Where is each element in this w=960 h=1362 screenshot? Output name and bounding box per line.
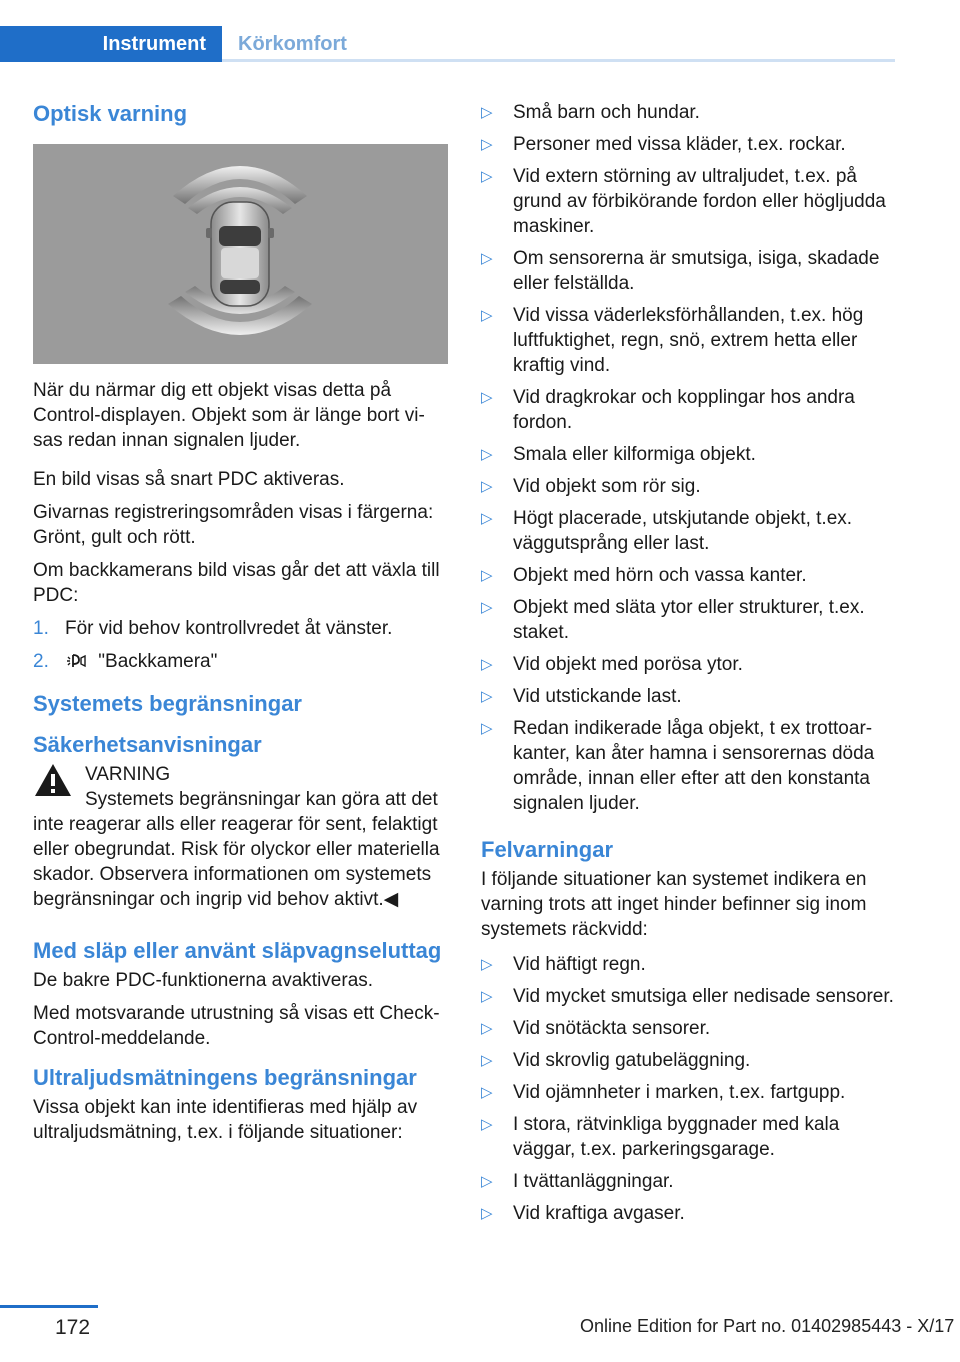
edition-note: Online Edition for Part no. 01402985443 - X/17 [580,1316,955,1336]
paragraph-bild-visas: En bild visas så snart PDC aktiveras. [33,469,345,490]
bullet-triangle-icon: ▷ [481,510,493,527]
list-item-text: Om sensorerna är smutsiga, isiga, skadade eller felställda. [513,248,880,294]
list-item-text: Objekt med släta ytor eller strukturer, t.ex. staket. [513,597,865,643]
tab-korkomfort[interactable]: Körkomfort [238,33,347,55]
list-item [481,1169,896,1194]
list-item-text: Objekt med hörn och vassa kanter. [513,565,807,586]
tab-underline [222,59,895,62]
paragraph-avaktiveras: De bakre PDC-funktionerna avaktiveras. [33,970,374,991]
bullet-triangle-icon: ▷ [481,599,493,616]
heading-felvarningar: Felvarningar [481,837,614,862]
footer-rule [0,1305,98,1308]
bullet-triangle-icon: ▷ [481,1205,493,1222]
list-item [481,132,896,157]
left-column [33,100,448,1145]
list-item [481,1016,896,1041]
bullet-triangle-icon: ▷ [481,136,493,153]
page-number: 172 [55,1316,91,1339]
pdc-illustration [33,144,448,364]
list-item-text: Vid utstickande last. [513,686,682,707]
list-item-text: Vid dragkrokar och kopplingar hos andra fordon. [513,387,855,433]
list-item [481,246,896,296]
bullet-triangle-icon: ▷ [481,446,493,463]
list-item-text: Vid skrovlig gatubeläggning. [513,1050,751,1071]
list-item [33,649,448,674]
list-item-text: Små barn och hundar. [513,102,700,123]
bullet-triangle-icon: ▷ [481,1116,493,1133]
bullet-triangle-icon: ▷ [481,656,493,673]
list-item [481,1201,896,1226]
paragraph-givarnas: Givarnas registreringsområden visas i färgerna: Grönt, gult och rött. [33,502,434,548]
step-text: För vid behov kontrollvredet åt vänster. [65,618,393,639]
bullet-triangle-icon: ▷ [481,688,493,705]
bullet-triangle-icon: ▷ [481,389,493,406]
bullet-triangle-icon: ▷ [481,250,493,267]
bullet-triangle-icon: ▷ [481,988,493,1005]
list-item-text: Vid objekt som rör sig. [513,476,701,497]
list-item-text: Vid kraftiga avgaser. [513,1203,685,1224]
step-number: 2. [33,651,49,672]
heading-med-slap: Med släp eller använt släpvagnseluttag [33,938,442,963]
warning-title: VARNING [85,764,171,785]
list-item-text: Redan indikerade låga objekt, t ex trottoarkanter, kan åter hamna i sensorernas döda område, innan eller efter att den konstanta signalen ljuder. [513,718,875,814]
bullet-triangle-icon: ▷ [481,1052,493,1069]
list-item-text: Vid häftigt regn. [513,954,646,975]
heading-ultraljud: Ultraljudsmätningens begränsningar [33,1065,417,1090]
list-item [481,385,896,435]
list-item [33,616,448,641]
bullet-triangle-icon: ▷ [481,567,493,584]
false-warnings-list [481,952,896,1226]
warning-box [33,762,448,912]
header-tabs [0,26,895,62]
bullet-triangle-icon: ▷ [481,1084,493,1101]
list-item-text: Vid snötäckta sensorer. [513,1018,711,1039]
list-item-text: Vid ojämnheter i marken, t.ex. fartgupp. [513,1082,846,1103]
list-item-text: Smala eller kilformiga objekt. [513,444,756,465]
list-item [481,652,896,677]
step-number: 1. [33,618,49,639]
list-item [481,100,896,125]
list-item [481,716,896,816]
limitations-list [481,100,896,816]
list-item-text: Högt placerade, utskjutande objekt, t.ex. väggutsprång eller last. [513,508,853,554]
bullet-triangle-icon: ▷ [481,307,493,324]
list-item [481,1112,896,1162]
list-item [481,595,896,645]
list-item-text: Personer med vissa kläder, t.ex. rockar. [513,134,846,155]
bullet-triangle-icon: ▷ [481,168,493,185]
car-top-view-icon [33,144,448,364]
paragraph-backkamera: Om backkamerans bild visas går det att växla till PDC: [33,560,440,606]
paragraph-felvarningar: I följande situationer kan systemet indikera en varning trots att inget hinder befinner sig inom systemets räckvidd: [481,869,867,940]
step-text: "Backkamera" [98,651,218,672]
bullet-triangle-icon: ▷ [481,1020,493,1037]
list-item-text: I tvättanläggningar. [513,1171,674,1192]
paragraph-vissa-objekt: Vissa objekt kan inte identifieras med hjälp av ultraljudsmätning, t.ex. i följande situationer: [33,1097,418,1143]
bullet-triangle-icon: ▷ [481,104,493,121]
list-item [481,442,896,467]
right-column [481,100,896,1233]
list-item-text: I stora, rätvinkliga byggnader med kala väggar, t.ex. parkeringsgarage. [513,1114,840,1160]
paragraph-narmar: När du närmar dig ett objekt visas detta på Control-displayen. Objekt som är länge bort visas redan innan signalen ljuder. [33,380,425,451]
list-item [481,506,896,556]
bullet-triangle-icon: ▷ [481,956,493,973]
list-item [481,984,896,1009]
list-item [481,164,896,239]
list-item-text: Vid extern störning av ultraljudet, t.ex. på grund av förbikörande fordon eller högljudda maskiner. [513,166,886,237]
list-item-text: Vid vissa väderleksförhållanden, t.ex. hög luftfuktighet, regn, snö, extrem hetta eller kraftig vind. [513,305,864,376]
list-item-text: Vid mycket smutsiga eller nedisade sensorer. [513,986,894,1007]
heading-systemets-begransningar: Systemets begränsningar [33,691,302,716]
bullet-triangle-icon: ▷ [481,1173,493,1190]
warning-triangle-icon [33,762,73,798]
list-item-text: Vid objekt med porösa ytor. [513,654,743,675]
list-item [481,474,896,499]
list-item [481,1048,896,1073]
tab-instrument[interactable]: Instrument [0,26,222,62]
paragraph-check-control: Med motsvarande utrustning så visas ett Check-Control-meddelande. [33,1003,440,1049]
list-item [481,952,896,977]
warning-body: Systemets begränsningar kan göra att det inte reagerar alls eller reagerar för sent, felaktigt eller obegrundat. Risk för olyckor eller materiella skador. Observera informationen om systemets begränsningar och ingrip vid behov aktivt.◀ [33,789,440,910]
bullet-triangle-icon: ▷ [481,478,493,495]
list-item [481,684,896,709]
parking-camera-icon [65,652,87,670]
list-item [481,1080,896,1105]
bullet-triangle-icon: ▷ [481,720,493,737]
steps-list [33,616,448,674]
heading-sakerhetsanvisningar: Säkerhetsanvisningar [33,732,262,757]
heading-optisk-varning: Optisk varning [33,101,188,126]
list-item [481,563,896,588]
list-item [481,303,896,378]
